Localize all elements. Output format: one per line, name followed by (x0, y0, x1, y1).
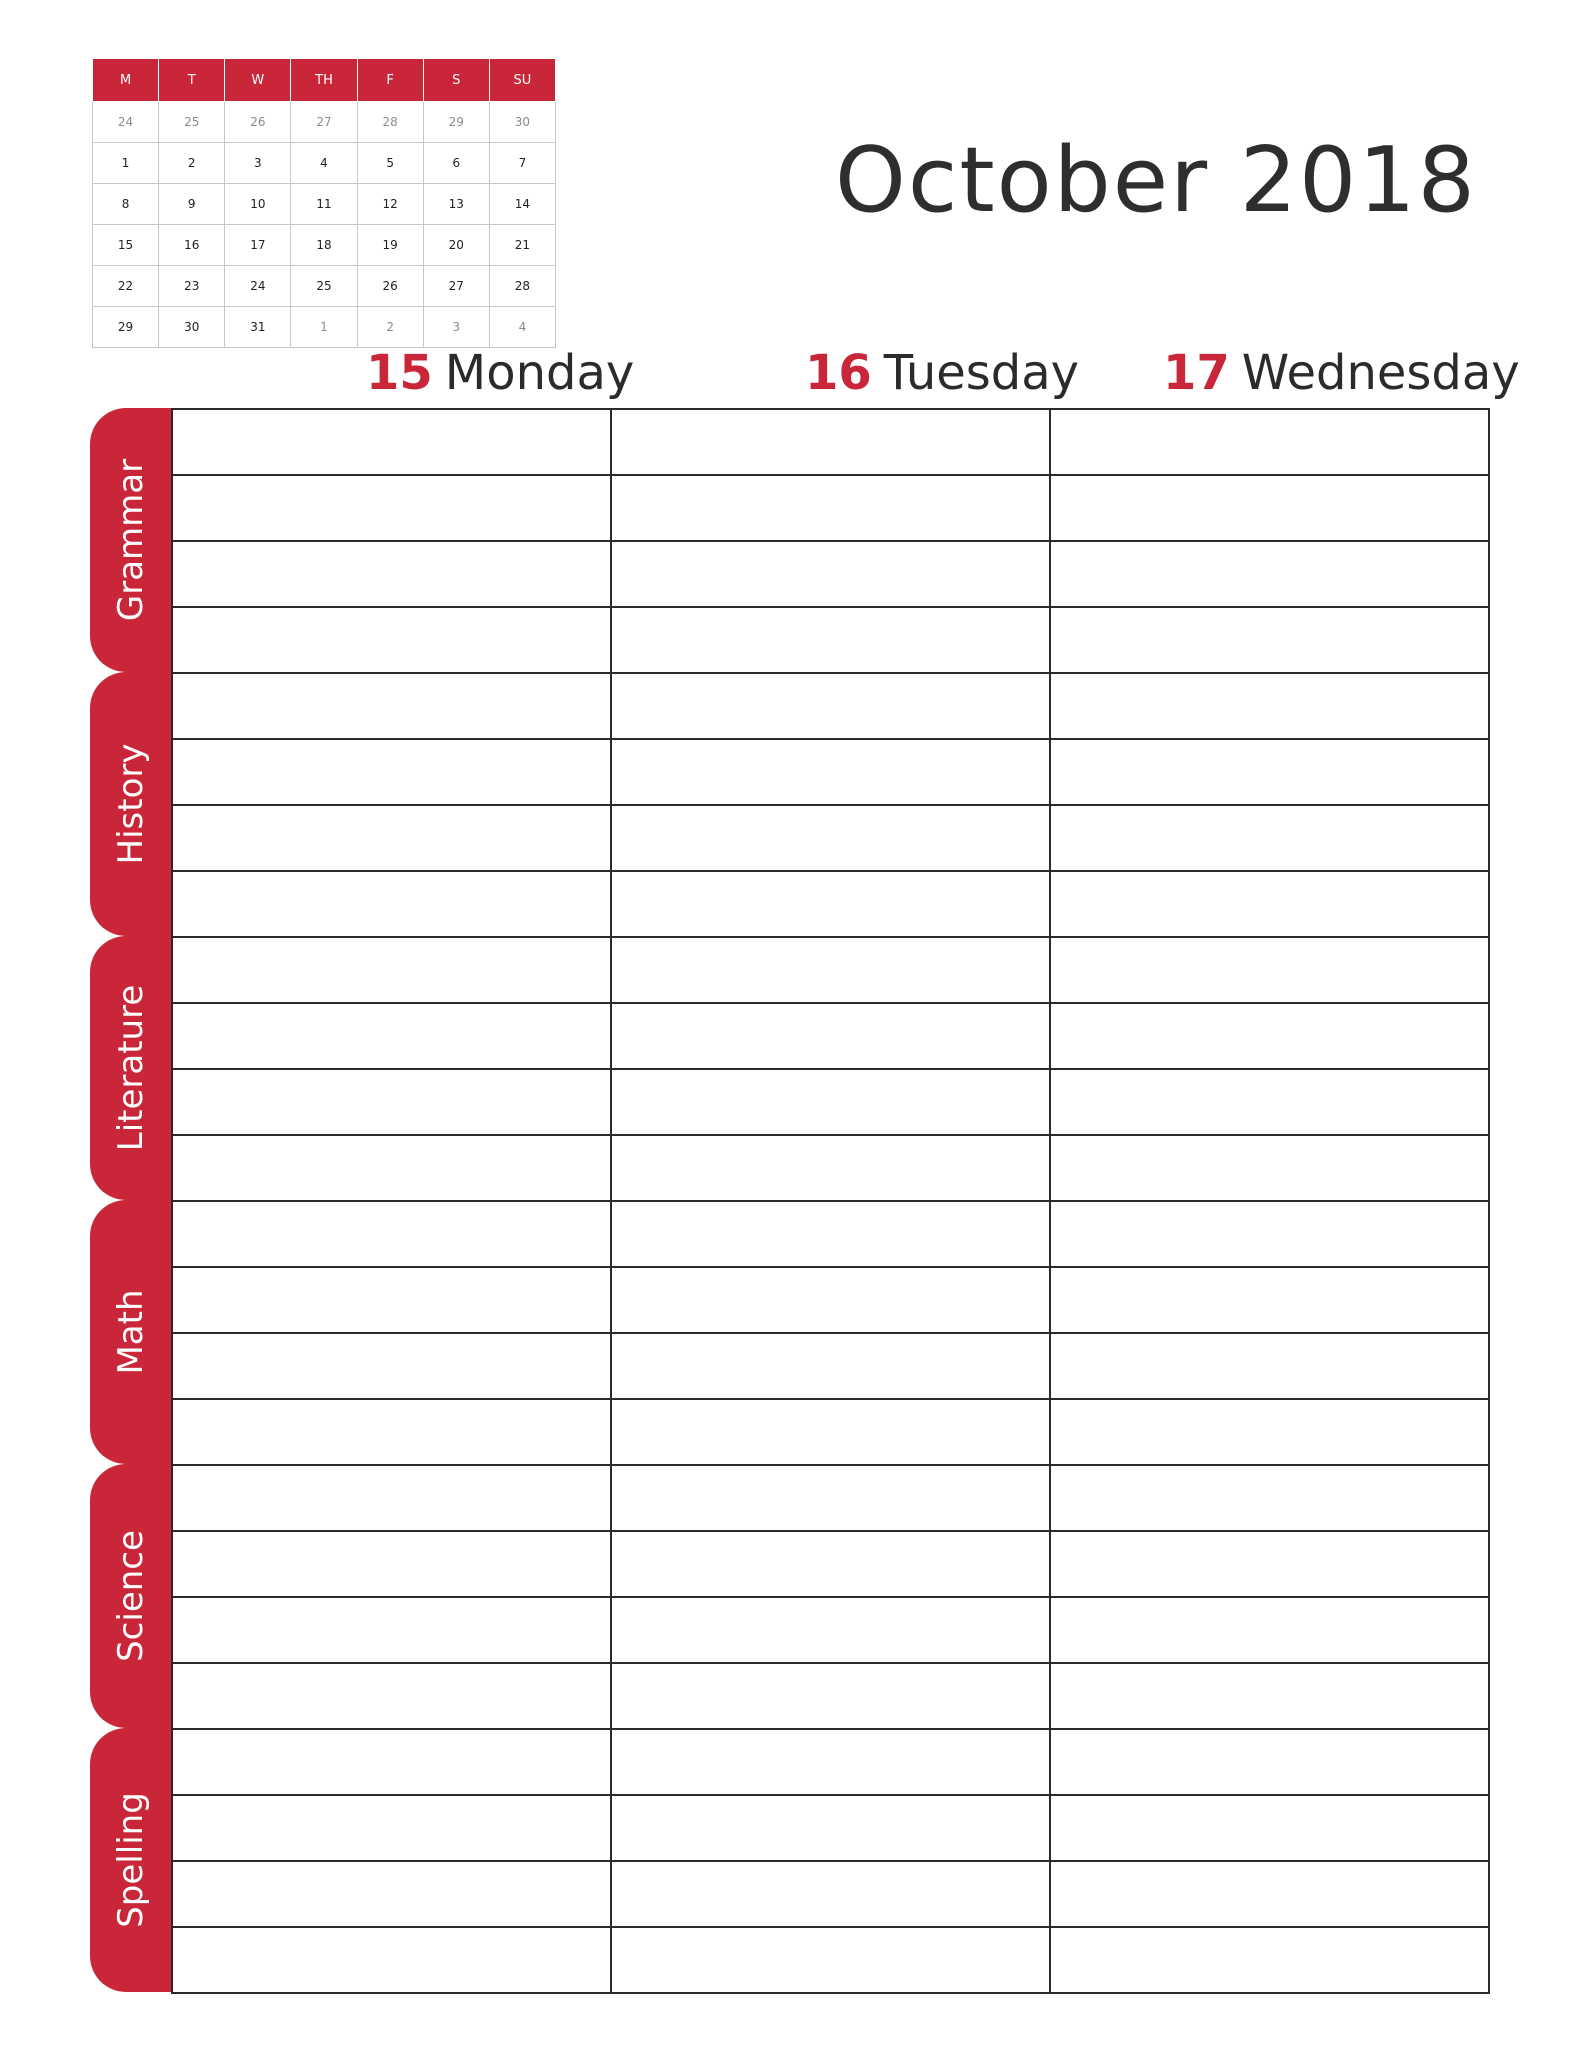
date-cell: 19 (357, 225, 423, 266)
planner-cell[interactable] (1049, 1860, 1490, 1928)
date-cell: 28 (489, 266, 555, 307)
planner-cell[interactable] (171, 1002, 612, 1070)
planner-cell[interactable] (610, 1794, 1051, 1862)
date-cell: 7 (489, 143, 555, 184)
planner-cell[interactable] (1049, 1662, 1490, 1730)
date-cell: 26 (357, 266, 423, 307)
subject-tab-science (90, 1464, 172, 1728)
date-cell: 28 (357, 102, 423, 143)
planner-cell[interactable] (1049, 804, 1490, 872)
subject-tab-literature (90, 936, 172, 1200)
planner-cell[interactable] (610, 804, 1051, 872)
subject-label: History (111, 743, 151, 865)
subject-label: Literature (111, 984, 151, 1152)
planner-cell[interactable] (171, 1464, 612, 1532)
planner-cell[interactable] (610, 1068, 1051, 1136)
planner-cell[interactable] (610, 1200, 1051, 1268)
date-cell: 24 (93, 102, 159, 143)
planner-cell[interactable] (1049, 738, 1490, 806)
planner-cell[interactable] (610, 1332, 1051, 1400)
planner-cell[interactable] (610, 540, 1051, 608)
planner-cell[interactable] (610, 1398, 1051, 1466)
subject-tab-spelling (90, 1728, 172, 1992)
planner-cell[interactable] (1049, 1596, 1490, 1664)
date-cell: 1 (93, 143, 159, 184)
planner-cell[interactable] (1049, 1200, 1490, 1268)
day-number: 16 (805, 345, 872, 401)
planner-cell[interactable] (610, 1530, 1051, 1598)
date-cell: 21 (489, 225, 555, 266)
planner-cell[interactable] (171, 1860, 612, 1928)
planner-cell[interactable] (171, 1794, 612, 1862)
planner-cell[interactable] (171, 1200, 612, 1268)
planner-cell[interactable] (171, 738, 612, 806)
subject-label: Grammar (111, 458, 151, 622)
date-cell: 4 (489, 307, 555, 348)
planner-cell[interactable] (171, 1398, 612, 1466)
day-name: Monday (444, 345, 635, 401)
mini-calendar-week (93, 307, 556, 348)
planner-cell[interactable] (1049, 1926, 1490, 1994)
planner-cell[interactable] (1049, 1266, 1490, 1334)
date-cell: 6 (423, 143, 489, 184)
planner-cell[interactable] (1049, 1464, 1490, 1532)
date-cell: 3 (225, 143, 291, 184)
date-cell: 27 (291, 102, 357, 143)
subject-label: Spelling (111, 1792, 151, 1928)
date-cell: 22 (93, 266, 159, 307)
planner-cell[interactable] (171, 1068, 612, 1136)
planner-cell[interactable] (610, 870, 1051, 938)
date-cell: 13 (423, 184, 489, 225)
planner-cell[interactable] (1049, 1398, 1490, 1466)
mini-calendar-week (93, 102, 556, 143)
date-cell: 17 (225, 225, 291, 266)
date-cell: 24 (225, 266, 291, 307)
day-header-tuesday (805, 345, 1079, 401)
subject-tab-math (90, 1200, 172, 1464)
planner-cell[interactable] (171, 1266, 612, 1334)
planner-cell[interactable] (171, 540, 612, 608)
date-cell: 27 (423, 266, 489, 307)
date-cell: 3 (423, 307, 489, 348)
planner-cell[interactable] (610, 1728, 1051, 1796)
weekday-header: W (225, 59, 291, 102)
mini-calendar-week (93, 225, 556, 266)
date-cell: 31 (225, 307, 291, 348)
date-cell: 2 (357, 307, 423, 348)
day-name: Tuesday (883, 345, 1080, 401)
planner-cell[interactable] (171, 936, 612, 1004)
planner-cell[interactable] (1049, 672, 1490, 740)
planner-cell[interactable] (610, 936, 1051, 1004)
weekday-header: S (423, 59, 489, 102)
planner-cell[interactable] (1049, 606, 1490, 674)
date-cell: 16 (159, 225, 225, 266)
mini-calendar (92, 58, 556, 348)
planner-cell[interactable] (171, 672, 612, 740)
planner-cell[interactable] (610, 1464, 1051, 1532)
planner-cell[interactable] (171, 1926, 612, 1994)
date-cell: 14 (489, 184, 555, 225)
date-cell: 25 (291, 266, 357, 307)
mini-calendar-header-row (93, 59, 556, 102)
date-cell: 18 (291, 225, 357, 266)
date-cell: 9 (159, 184, 225, 225)
date-cell: 26 (225, 102, 291, 143)
mini-calendar-week (93, 266, 556, 307)
mini-calendar-week (93, 184, 556, 225)
planner-cell[interactable] (1049, 1068, 1490, 1136)
planner-cell[interactable] (171, 1134, 612, 1202)
weekday-header: F (357, 59, 423, 102)
planner-cell[interactable] (1049, 408, 1490, 476)
planner-cell[interactable] (171, 1662, 612, 1730)
date-cell: 23 (159, 266, 225, 307)
weekday-header: TH (291, 59, 357, 102)
planner-cell[interactable] (610, 1134, 1051, 1202)
subject-tab-history (90, 672, 172, 936)
planner-cell[interactable] (610, 1266, 1051, 1334)
subject-label: Math (111, 1289, 151, 1375)
planner-cell[interactable] (171, 1728, 612, 1796)
planner-cell[interactable] (1049, 870, 1490, 938)
weekday-header: M (93, 59, 159, 102)
date-cell: 10 (225, 184, 291, 225)
planner-cell[interactable] (1049, 1728, 1490, 1796)
planner-cell[interactable] (610, 1002, 1051, 1070)
planner-cell[interactable] (610, 1926, 1051, 1994)
planner-cell[interactable] (171, 474, 612, 542)
date-cell: 25 (159, 102, 225, 143)
date-cell: 2 (159, 143, 225, 184)
planner-cell[interactable] (1049, 1332, 1490, 1400)
date-cell: 8 (93, 184, 159, 225)
subject-label: Science (111, 1530, 151, 1662)
planner-cell[interactable] (610, 474, 1051, 542)
planner-cell[interactable] (610, 672, 1051, 740)
date-cell: 29 (423, 102, 489, 143)
planner-cell[interactable] (171, 1530, 612, 1598)
planner-cell[interactable] (1049, 540, 1490, 608)
planner-cell[interactable] (171, 804, 612, 872)
date-cell: 4 (291, 143, 357, 184)
day-number: 15 (366, 345, 433, 401)
planner-cell[interactable] (610, 1662, 1051, 1730)
planner-cell[interactable] (610, 408, 1051, 476)
weekday-header: SU (489, 59, 555, 102)
mini-calendar-week (93, 143, 556, 184)
planner-cell[interactable] (171, 1332, 612, 1400)
date-cell: 11 (291, 184, 357, 225)
date-cell: 30 (159, 307, 225, 348)
planner-cell[interactable] (610, 1596, 1051, 1664)
subject-tab-grammar (90, 408, 172, 672)
date-cell: 12 (357, 184, 423, 225)
date-cell: 15 (93, 225, 159, 266)
day-number: 17 (1163, 345, 1230, 401)
month-title: October 2018 (835, 128, 1477, 233)
planner-cell[interactable] (1049, 1134, 1490, 1202)
planner-cell[interactable] (171, 870, 612, 938)
planner-cell[interactable] (1049, 1530, 1490, 1598)
planner-cell[interactable] (1049, 1002, 1490, 1070)
planner-cell[interactable] (610, 738, 1051, 806)
day-header-wednesday (1163, 345, 1520, 401)
planner-cell[interactable] (171, 606, 612, 674)
day-name: Wednesday (1241, 345, 1520, 401)
planner-cell[interactable] (1049, 474, 1490, 542)
date-cell: 20 (423, 225, 489, 266)
planner-cell[interactable] (171, 408, 612, 476)
planner-cell[interactable] (1049, 936, 1490, 1004)
planner-cell[interactable] (610, 1860, 1051, 1928)
date-cell: 30 (489, 102, 555, 143)
planner-cell[interactable] (1049, 1794, 1490, 1862)
date-cell: 1 (291, 307, 357, 348)
weekday-header: T (159, 59, 225, 102)
date-cell: 5 (357, 143, 423, 184)
planner-cell[interactable] (610, 606, 1051, 674)
planner-cell[interactable] (171, 1596, 612, 1664)
day-header-monday (366, 345, 634, 401)
date-cell: 29 (93, 307, 159, 348)
